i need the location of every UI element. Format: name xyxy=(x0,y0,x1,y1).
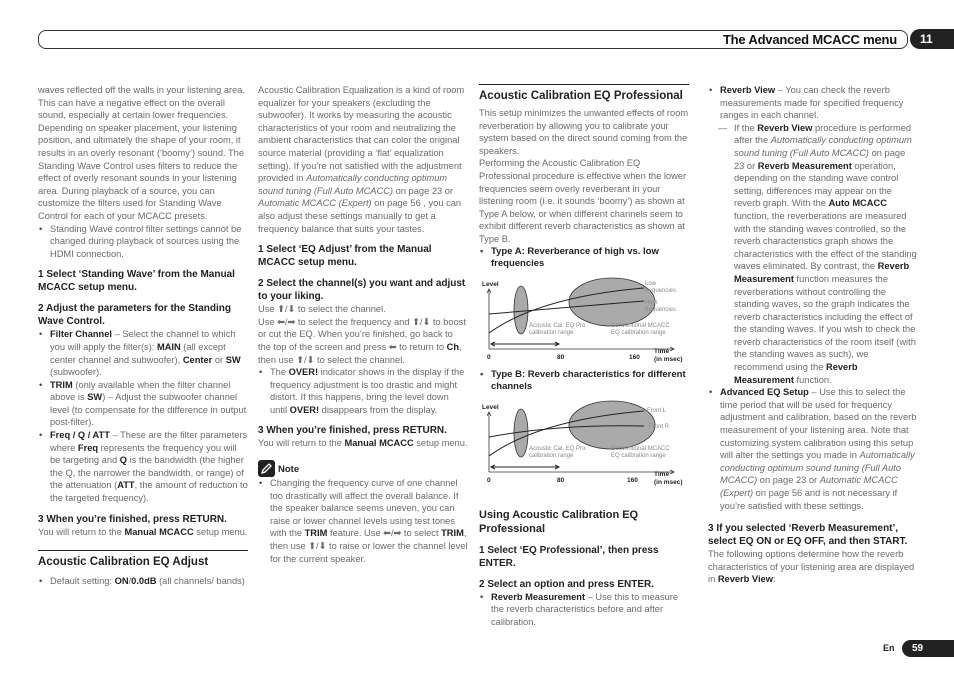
svg-text:frequencies: frequencies xyxy=(645,306,677,313)
freq-q-att-bullet: • Freq / Q / ATT – These are the filter parameters where Freq represents the frequency you will be targeting and Q is the bandwidth (the higher the Q, the narrower the bandwidth, or range) of the attenuation (ATT, the amount of reduction to the targeted frequency). xyxy=(48,429,248,505)
svg-text:Level: Level xyxy=(482,403,499,411)
step-2-heading: 2 Select an option and press ENTER. xyxy=(479,578,655,590)
svg-text:Front R: Front R xyxy=(649,423,670,430)
svg-text:calibration range: calibration range xyxy=(529,452,574,459)
svg-text:Acoustic Cal. EQ Pro.: Acoustic Cal. EQ Pro. xyxy=(529,445,588,452)
type-b-heading: • Type B: Reverb characteristics for different channels xyxy=(489,369,689,394)
column-1 xyxy=(38,84,248,588)
step-3-heading: 3 When you’re finished, press RETURN. xyxy=(258,425,447,437)
svg-text:Level: Level xyxy=(482,280,499,288)
trim-bullet: • TRIM (only available when the filter channel above is SW) – Adjust the subwoofer channel level (to compensate for the difference in output post-filter). xyxy=(48,379,248,429)
svg-text:calibration range: calibration range xyxy=(529,329,574,336)
svg-text:160: 160 xyxy=(627,476,638,484)
svg-text:EQ calibration range: EQ calibration range xyxy=(611,452,666,459)
pencil-icon xyxy=(258,460,275,477)
type-a-heading: • Type A: Reverberance of high vs. low frequencies xyxy=(489,246,689,271)
svg-text:Low: Low xyxy=(645,280,657,287)
svg-text:(in msec): (in msec) xyxy=(654,355,683,363)
use-arrows-frequency: Use ⬅/➡ to select the frequency and ⬆/⬇ to boost or cut the EQ. When you’re finished, go back to the top of the screen and press ⬅ to return to Ch, then use ⬆/⬇ to select the channel. xyxy=(258,316,466,365)
step-2-heading: 2 Adjust the parameters for the Standing Wave Control. xyxy=(38,303,231,328)
step-1-heading: 1 Select ‘Standing Wave’ from the Manual MCACC setup menu. xyxy=(38,269,235,294)
default-setting-bullet: • Default setting: ON/0.0dB (all channels/ bands) xyxy=(48,575,248,588)
return-text: You will return to the Manual MCACC setup menu. xyxy=(258,438,468,449)
svg-text:80: 80 xyxy=(557,353,565,361)
column-4 xyxy=(708,84,918,586)
column-2 xyxy=(258,84,468,565)
step-3-heading: 3 If you selected ‘Reverb Measurement’, select EQ ON or EQ OFF, and then START. xyxy=(708,523,908,548)
reverb-measurement-bullet: • Reverb Measurement – Use this to measure the reverb characteristics before and after calibration. xyxy=(489,591,689,629)
language-label: En xyxy=(883,643,895,653)
reverb-view-dash-note: — If the Reverb View procedure is performed after the Automatically conducting optimum sound tuning (Full Auto MCACC) on page 23 or Reverb Measurement operation, depending on the standing wave control setting, differences may appear on the reverb graph. With the Auto MCACC function, the reverberations are measured with the standing waves controlled, so the reverb characteristics graph shows the characteristics with the effect of the standing waves eliminated. By contrast, the Reverb Measurement function measures the reverberations without controlling the standing waves, so the graph indicates the reverb characteristics including the effect of the standing waves. If you wish to check the reverb characteristics of the room itself (with the standing waves as such), we recommend using the Reverb Measurement function. xyxy=(718,122,917,385)
page-number-tab: 59 xyxy=(902,640,954,657)
eq-pro-intro: This setup minimizes the unwanted effects of room reverberation by allowing you to calibrate your system based on the direct sound coming from the speakers. xyxy=(479,108,689,156)
return-text: You will return to the Manual MCACC setup menu. xyxy=(38,526,248,537)
graph-type-a xyxy=(479,277,689,365)
filter-channel-bullet: • Filter Channel – Select the channel to which you will apply the filter(s): MAIN (all except center channel and subwoofer), Center or SW (subwoofer). xyxy=(48,328,248,378)
step-1-heading: 1 Select ‘EQ Adjust’ from the Manual MCACC setup menu. xyxy=(258,244,432,269)
step-1-heading: 1 Select ‘EQ Professional’, then press ENTER. xyxy=(479,544,659,569)
chapter-number-tab: 11 xyxy=(910,29,954,49)
svg-text:Conventional MCACC: Conventional MCACC xyxy=(611,445,670,452)
intro-paragraph: waves reflected off the walls in your listening area. This can have a negative effect on the overall sound, especially at certain lower frequencies. Depending on speaker placement, your listening position, and ultimately the shape of your room, it results in an overly resonant (‘boomy’) sound. The Standing Wave Control uses filters to reduce the effect of overly resonant sounds in your listening area. During playback of a source, you can customize the filters used for Standing Wave Control for each of your MCACC presets. xyxy=(38,85,246,221)
use-arrows-channel: Use ⬆/⬇ to select the channel. xyxy=(258,304,386,315)
svg-text:(in msec): (in msec) xyxy=(654,478,683,486)
svg-text:80: 80 xyxy=(557,476,565,484)
section-title-eq-professional: Acoustic Calibration EQ Professional xyxy=(479,84,689,103)
reverb-view-options-text: The following options determine how the reverb characteristics of your listening area are displayed in Reverb View: xyxy=(708,549,915,585)
svg-text:Time: Time xyxy=(654,347,670,355)
section-title-eq-adjust: Acoustic Calibration EQ Adjust xyxy=(38,550,248,569)
svg-text:High: High xyxy=(645,299,658,306)
eq-pro-paragraph: Performing the Acoustic Calibration EQ Professional procedure is effective when the lower frequencies seem overly reverberant in your listening room (i.e. it sounds ‘boomy’) as shown at Type A below, or when different channels seem to exhibit different reverb characteristics as shown at Type B. xyxy=(479,158,687,244)
svg-text:Front L: Front L xyxy=(647,407,667,414)
svg-text:Conventional MCACC: Conventional MCACC xyxy=(611,322,670,329)
note-heading: Note xyxy=(258,460,468,477)
over-indicator-bullet: • The OVER! indicator shows in the display if the frequency adjustment is too drastic and might distort. If this happens, bring the level down until OVER! disappears from the display. xyxy=(268,366,468,416)
eq-intro-paragraph: Acoustic Calibration Equalization is a kind of room equalizer for your speakers (excluding the subwoofer). It works by measuring the acoustic characteristics of your room and neutralizing the ambient characteristics that can color the original source material (providing a ‘flat’ equalization setting). If you’re not satisfied with the adjustment provided in Automatically conducting optimum sound tuning (Full Auto MCACC) on page 23 or Automatic MCACC (Expert) on page 56 , you can also adjust these settings manually to get a frequency balance that suits your tastes. xyxy=(258,85,465,234)
svg-text:Acoustic Cal. EQ Pro.: Acoustic Cal. EQ Pro. xyxy=(529,322,588,329)
step-3-heading: 3 When you’re finished, press RETURN. xyxy=(38,513,227,525)
graph-type-b xyxy=(479,400,689,488)
header-title: The Advanced MCACC menu xyxy=(722,32,897,47)
svg-text:0: 0 xyxy=(487,476,491,484)
svg-text:160: 160 xyxy=(629,353,640,361)
svg-text:Time: Time xyxy=(654,470,670,478)
svg-text:EQ calibration range: EQ calibration range xyxy=(611,329,666,336)
svg-text:frequencies: frequencies xyxy=(645,287,677,294)
column-3 xyxy=(479,84,689,628)
hdmi-note-bullet: • Standing Wave control filter settings cannot be changed during playback of sources using the HDMI connection. xyxy=(48,223,248,261)
subsection-using-eq-pro: Using Acoustic Calibration EQ Professional xyxy=(479,508,639,535)
step-2-heading: 2 Select the channel(s) you want and adjust to your liking. xyxy=(258,278,466,303)
svg-text:0: 0 xyxy=(487,353,491,361)
page-header-bar xyxy=(38,30,908,49)
advanced-eq-setup-bullet: • Advanced EQ Setup – Use this to select the time period that will be used for frequency adjustment and calibration, based on the reverb measurement of your listening area. Note that customizing system calibration using this setup will alter the settings you made in Automatically conducting optimum sound tuning (Full Auto MCACC) on page 23 or Automatic MCACC (Expert) on page 56 and is not necessary if you’re satisfied with these settings. xyxy=(718,386,918,512)
note-bullet: • Changing the frequency curve of one channel too drastically will affect the overall balance. If the speaker balance seems uneven, you can raise or lower channel levels using test tones with the TRIM feature. Use ⬅/➡ to select TRIM, then use ⬆/⬇ to raise or lower the channel level for the current speaker. xyxy=(268,477,468,565)
reverb-view-bullet: • Reverb View – You can check the reverb measurements made for specified frequency ranges in each channel. — If the Reverb View procedure is performed after the Automatically conducting optimum sound tuning (Full Auto MCACC) on page 23 or Reverb Measurement operation, depending on the standing wave control setting, differences may appear on the reverb graph. With the Auto MCACC function, the reverberations are measured with the standing waves controlled, so the reverb characteristics graph shows the characteristics with the effect of the standing waves eliminated. By contrast, the Reverb Measurement function measures the reverberations without controlling the standing waves, so the graph indicates the reverb characteristics including the effect of the standing waves. If you wish to check the reverb characteristics of the room itself (with the standing waves as such), we recommend using the Reverb Measurement function. xyxy=(718,84,918,386)
